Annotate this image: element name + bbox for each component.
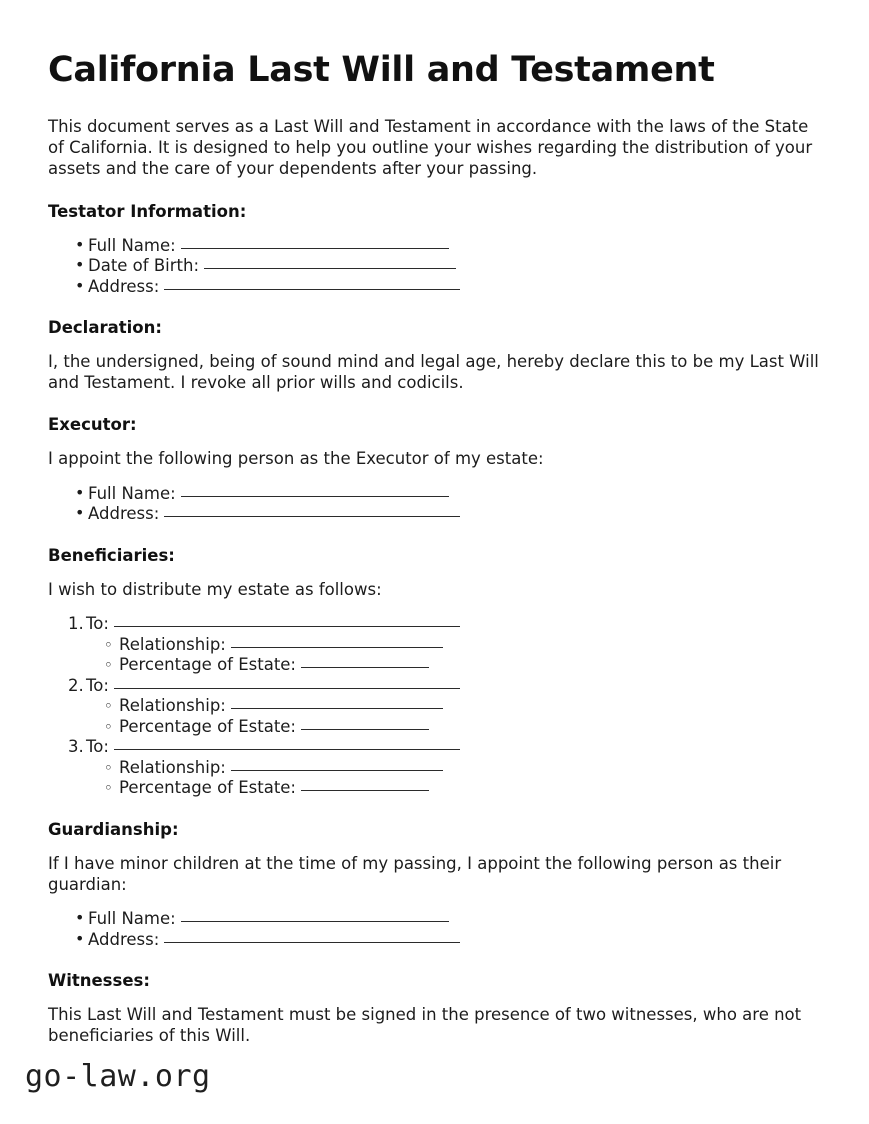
beneficiary-2-details xyxy=(86,696,820,737)
executor-fields-list xyxy=(48,484,820,525)
blank-line-testator-full-name[interactable] xyxy=(181,248,449,249)
intro-paragraph: This document serves as a Last Will and Testament in accordance with the laws of the State of California. It is designed to help you outline your wishes regarding the distribution of your assets and the care of your dependents after your passing. xyxy=(48,117,813,178)
guardianship-fields-list xyxy=(48,909,820,950)
beneficiaries-body: I wish to distribute my estate as follows: xyxy=(48,579,382,599)
field-beneficiary-3-percentage xyxy=(86,778,820,799)
heading-testator-information: Testator Information: xyxy=(48,201,247,221)
field-executor-address xyxy=(48,504,820,525)
field-label: Address: xyxy=(88,929,160,949)
beneficiary-item-2 xyxy=(48,676,820,738)
field-label: Percentage of Estate: xyxy=(119,778,296,798)
beneficiary-item-1 xyxy=(48,614,820,676)
testator-fields-list xyxy=(48,236,820,298)
page-title: California Last Will and Testament xyxy=(48,50,715,90)
heading-declaration: Declaration: xyxy=(48,318,162,338)
blank-line-beneficiary-1-to[interactable] xyxy=(114,626,460,627)
field-label: Relationship: xyxy=(119,757,226,777)
field-beneficiary-3-relationship xyxy=(86,758,820,779)
executor-body: I appoint the following person as the Executor of my estate: xyxy=(48,448,544,468)
blank-line-beneficiary-1-relationship[interactable] xyxy=(231,647,443,648)
field-guardian-full-name xyxy=(48,909,820,930)
beneficiary-3-details xyxy=(86,758,820,799)
blank-line-beneficiary-2-relationship[interactable] xyxy=(231,708,443,709)
field-beneficiary-1-relationship xyxy=(86,635,820,656)
blank-line-guardian-address[interactable] xyxy=(164,942,460,943)
heading-guardianship: Guardianship: xyxy=(48,819,179,839)
blank-line-testator-address[interactable] xyxy=(164,289,460,290)
field-beneficiary-2-percentage xyxy=(86,717,820,738)
beneficiary-to-row xyxy=(86,614,820,635)
guardianship-body: If I have minor children at the time of my passing, I appoint the following person as their guardian: xyxy=(48,853,782,894)
beneficiary-item-3 xyxy=(48,737,820,799)
blank-line-beneficiary-2-to[interactable] xyxy=(114,688,460,689)
beneficiary-to-row xyxy=(86,676,820,697)
site-watermark: go-law.org xyxy=(25,1059,211,1094)
field-label: Full Name: xyxy=(88,909,176,929)
field-label: Relationship: xyxy=(119,634,226,654)
beneficiary-1-details xyxy=(86,635,820,676)
blank-line-beneficiary-2-percentage[interactable] xyxy=(301,729,429,730)
field-label: Full Name: xyxy=(88,235,176,255)
field-beneficiary-2-relationship xyxy=(86,696,820,717)
heading-witnesses: Witnesses: xyxy=(48,971,150,991)
blank-line-beneficiary-3-to[interactable] xyxy=(114,749,460,750)
field-label: Date of Birth: xyxy=(88,256,200,276)
field-label: Full Name: xyxy=(88,483,176,503)
field-testator-date-of-birth xyxy=(48,256,820,277)
document-content xyxy=(48,50,820,1047)
blank-line-guardian-full-name[interactable] xyxy=(181,921,449,922)
field-testator-address xyxy=(48,277,820,298)
field-beneficiary-1-percentage xyxy=(86,655,820,676)
witnesses-body: This Last Will and Testament must be signed in the presence of two witnesses, who are not beneficiaries of this Will. xyxy=(48,1005,802,1046)
field-label: Percentage of Estate: xyxy=(119,655,296,675)
blank-line-beneficiary-3-percentage[interactable] xyxy=(301,790,429,791)
field-label: Relationship: xyxy=(119,696,226,716)
blank-line-beneficiary-1-percentage[interactable] xyxy=(301,667,429,668)
field-guardian-address xyxy=(48,930,820,951)
field-executor-full-name xyxy=(48,484,820,505)
blank-line-beneficiary-3-relationship[interactable] xyxy=(231,770,443,771)
field-label: Percentage of Estate: xyxy=(119,716,296,736)
beneficiary-to-label: To: xyxy=(86,675,109,695)
blank-line-executor-full-name[interactable] xyxy=(181,496,449,497)
beneficiary-to-label: To: xyxy=(86,737,109,757)
field-label: Address: xyxy=(88,276,160,296)
field-label: Address: xyxy=(88,504,160,524)
beneficiaries-list xyxy=(48,614,820,799)
blank-line-executor-address[interactable] xyxy=(164,516,460,517)
field-testator-full-name xyxy=(48,236,820,257)
beneficiary-to-row xyxy=(86,737,820,758)
beneficiary-to-label: To: xyxy=(86,614,109,634)
heading-beneficiaries: Beneficiaries: xyxy=(48,545,175,565)
blank-line-testator-date-of-birth[interactable] xyxy=(204,268,456,269)
heading-executor: Executor: xyxy=(48,414,137,434)
declaration-body: I, the undersigned, being of sound mind and legal age, hereby declare this to be my Last Will and Testament. I revoke all prior wills and codicils. xyxy=(48,352,819,392)
